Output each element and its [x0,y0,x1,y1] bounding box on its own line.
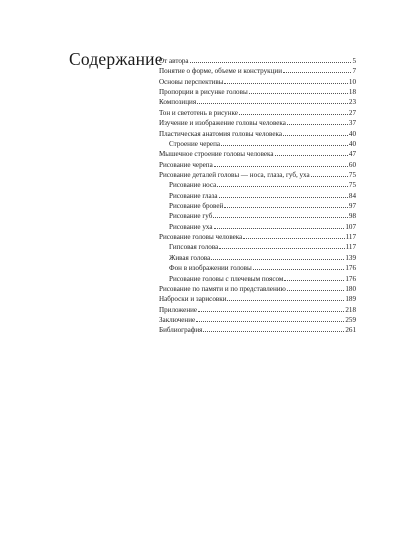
toc-entry [159,294,356,304]
toc-entry-page: 117 [345,233,356,242]
toc-entry [159,232,356,242]
toc-entry [159,325,356,335]
toc-entry-label: Гипсовая голова [169,243,219,252]
toc-entry-label: Тон и светотень в рисунке [159,108,238,117]
toc-entry-label: Рисование глаза [169,191,218,200]
toc-entry-page: 218 [345,305,356,314]
toc-entry [159,222,356,232]
toc-entry [159,129,356,139]
toc-entry-page: 117 [345,243,356,252]
toc-entry-page: 40 [348,129,356,138]
toc-entry-label: Рисование носа [169,181,217,190]
dot-leader [275,155,348,156]
dot-leader [217,186,348,187]
dot-leader [284,280,344,281]
toc-entry [159,56,356,66]
toc-entry-page: 98 [348,212,356,221]
toc-entry-page: 176 [345,264,356,273]
dot-leader [249,93,348,94]
dot-leader [190,62,352,63]
toc-entry [159,201,356,211]
toc-entry-page: 40 [348,139,356,148]
toc-entry-label: Заключение [159,315,196,324]
toc-entry [159,305,356,315]
toc-entry-page: 37 [348,119,356,128]
toc-entry-label: Наброски и зарисовки [159,295,227,304]
toc-entry-page: 259 [345,315,356,324]
dot-leader [219,248,344,249]
dot-leader [311,176,348,177]
toc-entry [159,149,356,159]
toc-entry [159,66,356,76]
toc-entry [159,170,356,180]
dot-leader [239,114,348,115]
toc-entry [159,274,356,284]
toc-entry-label: Рисование деталей головы — носа, глаза, губ, уха [159,170,310,179]
toc-entry-page: 84 [348,191,356,200]
toc-entry-label: Понятие о форме, объеме и конструкции [159,67,283,76]
dot-leader [203,331,344,332]
toc-entry [159,284,356,294]
toc-entry-page: 10 [348,77,356,86]
table-of-contents [159,56,356,336]
toc-entry [159,180,356,190]
toc-entry-page: 176 [345,274,356,283]
toc-entry-page: 5 [352,57,356,65]
toc-entry [159,108,356,118]
dot-leader [213,217,348,218]
toc-entry-page: 23 [348,98,356,107]
toc-entry-label: Рисование по памяти и по представлению [159,284,286,293]
toc-entry-label: Изучение и изображение головы человека [159,119,286,128]
toc-entry-label: Рисование головы с плечевым поясом [169,274,284,283]
toc-entry-page: 139 [345,253,356,262]
toc-entry-label: Рисование уха [169,222,213,231]
toc-entry-label: Живая голова [169,253,211,262]
toc-entry-label: Пропорции в рисунке головы [159,88,248,97]
dot-leader [224,83,347,84]
toc-entry-label: От автора [159,57,189,65]
toc-entry-label: Пластическая анатомия головы человека [159,129,282,138]
toc-entry [159,160,356,170]
toc-entry-page: 107 [345,222,356,231]
dot-leader [196,321,344,322]
toc-entry-page: 27 [348,108,356,117]
toc-entry-label: Основы перспективы [159,77,224,86]
toc-entry [159,263,356,273]
toc-entry-label: Строение черепа [169,139,221,148]
toc-entry-page: 75 [348,181,356,190]
toc-entry [159,191,356,201]
dot-leader [214,166,348,167]
dot-leader [214,228,345,229]
dot-leader [283,135,348,136]
dot-leader [287,290,345,291]
toc-entry-page: 97 [348,202,356,211]
toc-entry-page: 7 [352,67,356,76]
toc-entry [159,139,356,149]
toc-entry [159,97,356,107]
toc-entry-label: Мышечное строение головы человека [159,150,274,159]
dot-leader [287,124,348,125]
toc-entry-page: 18 [348,88,356,97]
toc-entry [159,211,356,221]
page-title: Содержание [69,49,163,69]
toc-entry [159,77,356,87]
dot-leader [283,72,351,73]
toc-entry [159,118,356,128]
toc-entry-label: Рисование губ [169,212,213,221]
toc-entry-page: 75 [348,170,356,179]
toc-entry-label: Библиография [159,326,203,335]
dot-leader [253,269,345,270]
dot-leader [224,207,348,208]
toc-entry [159,253,356,263]
toc-entry-label: Композиция [159,98,197,107]
dot-leader [243,238,344,239]
dot-leader [211,259,344,260]
dot-leader [227,300,344,301]
toc-entry-page: 60 [348,160,356,169]
toc-entry-page: 180 [345,284,356,293]
dot-leader [219,197,348,198]
toc-entry [159,242,356,252]
toc-entry-label: Рисование черепа [159,160,213,169]
dot-leader [198,311,344,312]
toc-entry-label: Фон в изображении головы [169,264,252,273]
toc-entry-label: Приложение [159,305,198,314]
toc-entry-page: 189 [345,295,356,304]
toc-entry-label: Рисование бровей [169,202,224,211]
toc-entry-page: 261 [345,326,356,335]
toc-entry-page: 47 [348,150,356,159]
toc-entry [159,315,356,325]
dot-leader [221,145,348,146]
dot-leader [197,103,348,104]
toc-entry-label: Рисование головы человека [159,233,243,242]
toc-entry [159,87,356,97]
